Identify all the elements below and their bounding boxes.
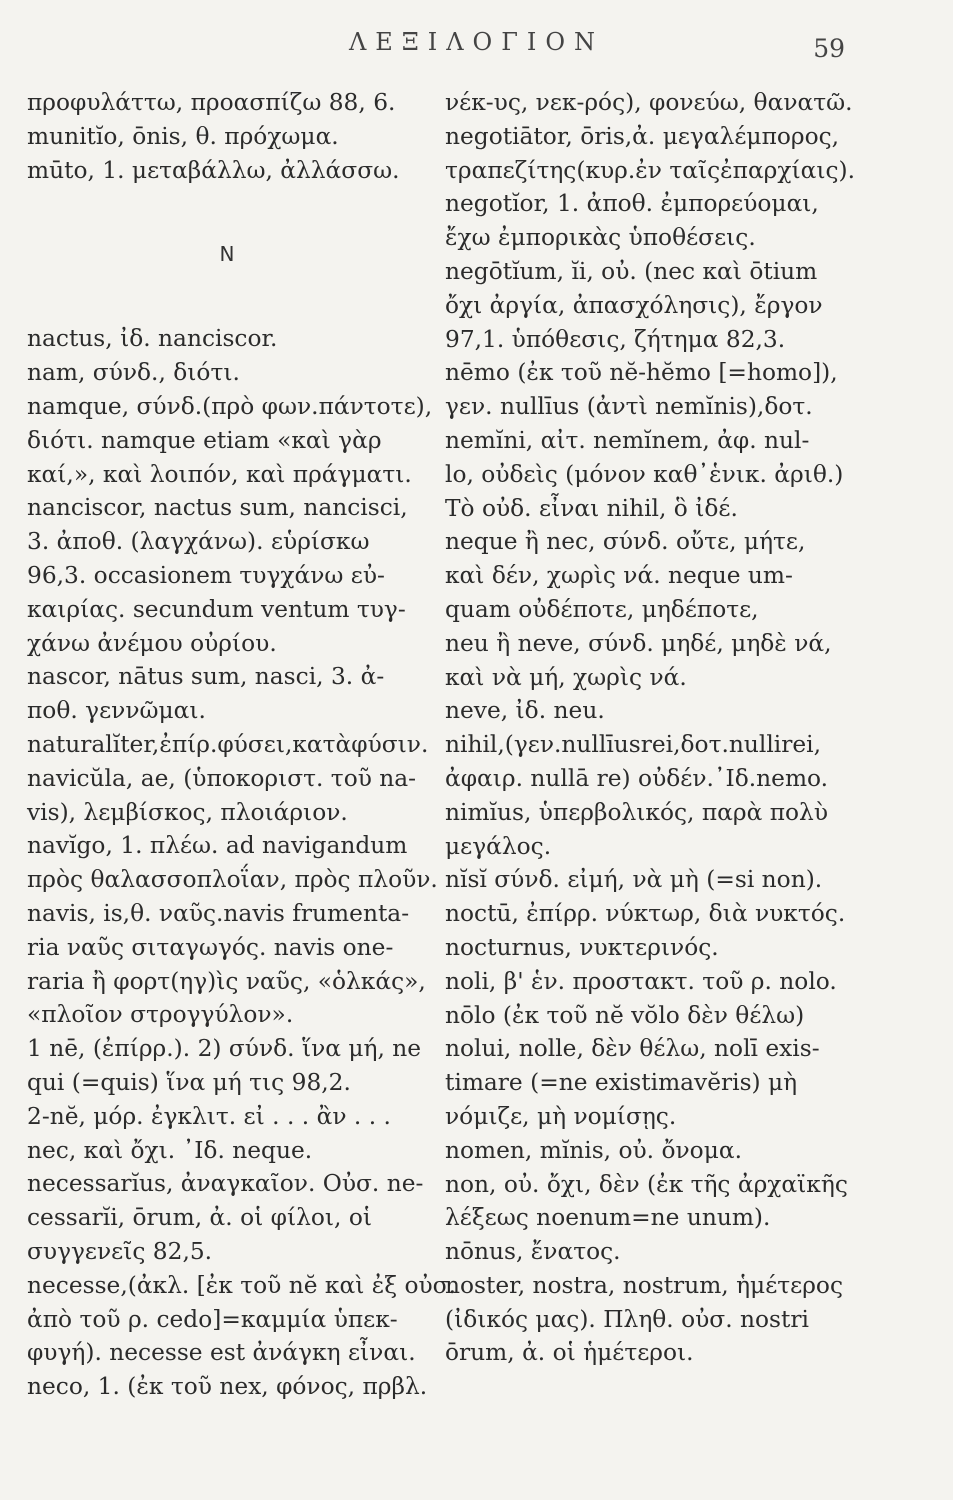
entry-line: καὶ δέν, χωρὶς νά. neque um- xyxy=(445,562,793,590)
entry-line: negotĭor, 1. ἀποθ. ἐμπορεύομαι, xyxy=(445,190,819,218)
entry-line: ōrum, ἀ. οἱ ἡμέτεροι. xyxy=(445,1339,694,1367)
entry-line: navis, is,θ. ναῦς.navis frumenta- xyxy=(27,899,410,927)
entry-line: nanciscor, nactus sum, nancisci, xyxy=(27,494,408,522)
entry-line: nihil,(γεν.nullīusrei,δοτ.nullirei, xyxy=(445,731,822,759)
entry-line: nēmo (ἐκ τοῦ nĕ-hĕmo [=homo]), xyxy=(445,359,838,387)
entry-line: navĭgo, 1. πλέω. ad navigandum xyxy=(27,832,408,860)
page-number: 59 xyxy=(813,34,845,63)
entry-line: λέξεως noenum=ne unum). xyxy=(445,1204,771,1232)
entry-line: χάνω ἀνέμου οὐρίου. xyxy=(27,629,277,657)
entry-line: necesse,(ἀκλ. [ἐκ τοῦ nĕ καὶ ἐξ οὐσ. xyxy=(27,1271,456,1299)
entry-line: munitĭo, ōnis, θ. πρόχωμα. xyxy=(27,122,339,150)
running-head: ΛΕΞΙΛΟΓΙΟΝ xyxy=(348,28,605,56)
entry-line: necessarĭus, ἀναγκαῖον. Οὐσ. ne- xyxy=(27,1170,424,1198)
entry-line: τραπεζίτης(κυρ.ἐν ταῖςἐπαρχίαις). xyxy=(445,156,856,184)
entry-line: ὄχι ἀργία, ἀπασχόλησις), ἔργον xyxy=(445,291,823,319)
entry-line: καὶ νὰ μή, χωρὶς νά. xyxy=(445,663,687,691)
entry-line: ἀπὸ τοῦ ρ. cedo]=καμμία ὑπεκ- xyxy=(27,1305,398,1333)
entry-line: negotiātor, ōris,ἀ. μεγαλέμπορος, xyxy=(445,122,840,150)
entry-line: negōtĭum, ĭi, οὐ. (nec καὶ ōtium xyxy=(445,257,818,285)
entry-line: nascor, nātus sum, nasci, 3. ἀ- xyxy=(27,663,385,691)
entry-line: 97,1. ὑπόθεσις, ζήτημα 82,3. xyxy=(445,325,786,353)
entry-line: ἔχω ἐμπορικὰς ὑποθέσεις. xyxy=(445,224,756,252)
entry-line: nomen, mĭnis, οὐ. ὄνομα. xyxy=(445,1136,742,1164)
entry-line: nōlo (ἐκ τοῦ nĕ vŏlo δὲν θέλω) xyxy=(445,1001,805,1029)
entry-line: 96,3. occasionem τυγχάνω εὐ- xyxy=(27,561,385,589)
entry-line: naturalĭter,ἐπίρ.φύσει,κατὰφύσιν. xyxy=(27,730,429,758)
entry-line: neve, ἰδ. neu. xyxy=(445,697,605,725)
entry-line: neque ἢ nec, σύνδ. οὔτε, μήτε, xyxy=(445,528,806,556)
section-letter: N xyxy=(219,242,235,267)
entry-line: nōnus, ἔνατος. xyxy=(445,1238,621,1266)
entry-line: neu ἢ neve, σύνδ. μηδέ, μηδὲ νά, xyxy=(445,629,832,657)
entry-line: mūto, 1. μεταβάλλω, ἀλλάσσω. xyxy=(27,156,400,184)
entry-line: navicŭla, ae, (ὑποκοριστ. τοῦ na- xyxy=(27,764,417,792)
entry-line: nocturnus, νυκτερινός. xyxy=(445,933,719,961)
entry-line: nec, καὶ ὄχι. ᾿Ιδ. neque. xyxy=(27,1136,313,1164)
entry-line: timare (=ne existimavĕris) μὴ xyxy=(445,1069,798,1097)
right-column xyxy=(445,86,856,1370)
entry-line: καί,», καὶ λοιπόν, καὶ πράγματι. xyxy=(27,460,412,488)
entry-line: nimĭus, ὑπερβολικός, παρὰ πολὺ xyxy=(445,798,828,826)
entry-line: namque, σύνδ.(πρὸ φων.πάντοτε), xyxy=(27,392,433,420)
entry-line: νέκ-υς, νεκ-ρός), φονεύω, θανατῶ. xyxy=(445,89,853,116)
entry-line: lo, οὐδεὶς (μόνον καθ᾿ἑνικ. ἀριθ.) xyxy=(445,460,844,488)
entry-line: ποθ. γεννῶμαι. xyxy=(27,697,206,725)
entry-line: nolui, nolle, δὲν θέλω, nolī exis- xyxy=(445,1035,820,1063)
entry-line: vis), λεμβίσκος, πλοιάριον. xyxy=(27,798,348,826)
entry-line: nactus, ἰδ. nanciscor. xyxy=(27,325,278,353)
entry-line: (ἰδικός μας). Πληθ. οὐσ. nostri xyxy=(445,1305,809,1333)
entry-line: ἀφαιρ. nullā re) οὐδέν.᾿Ιδ.nemo. xyxy=(445,764,829,792)
entry-line: nemĭni, αἰτ. nemĭnem, ἀφ. nul- xyxy=(445,426,810,454)
entry-line: qui (=quis) ἵνα μή τις 98,2. xyxy=(27,1068,351,1096)
entry-line: neco, 1. (ἐκ τοῦ nex, φόνος, πρβλ. xyxy=(27,1373,428,1401)
entry-line: φυγή). necesse est ἀνάγκη εἶναι. xyxy=(27,1339,416,1367)
entry-line: nam, σύνδ., διότι. xyxy=(27,359,240,387)
entry-line: noli, β' ἑν. προστακτ. τοῦ ρ. nolo. xyxy=(445,967,837,995)
entry-line: Τὸ οὐδ. εἶναι nihil, ὃ ἰδέ. xyxy=(445,494,738,522)
entry-line: cessarĭi, ōrum, ἀ. οἱ φίλοι, οἱ xyxy=(27,1204,373,1232)
entry-line: προφυλάττω, προασπίζω 88, 6. xyxy=(27,89,396,116)
entry-line: μεγάλος. xyxy=(445,832,552,860)
entry-line: 1 nē, (ἐπίρρ.). 2) σύνδ. ἵνα μή, ne xyxy=(27,1035,422,1063)
entry-line: non, οὐ. ὄχι, δὲν (ἐκ τῆς ἀρχαϊκῆς xyxy=(445,1170,848,1198)
entry-line: nĭsĭ σύνδ. εἰμή, νὰ μὴ (=si non). xyxy=(445,866,823,894)
entry-line: 2-nĕ, μόρ. ἐγκλιτ. εἰ . . . ἂν . . . xyxy=(27,1102,391,1130)
entry-line: γεν. nullīus (ἀντὶ nemĭnis),δοτ. xyxy=(445,393,813,421)
entry-line: «πλοῖον στρογγύλον». xyxy=(27,1001,294,1029)
entry-line: διότι. namque etiam «καὶ γὰρ xyxy=(27,426,382,454)
entry-line: πρὸς θαλασσοπλοΐαν, πρὸς πλοῦν. xyxy=(27,866,438,894)
left-column xyxy=(27,86,456,1404)
entry-line: νόμιζε, μὴ νομίσῃς. xyxy=(445,1102,677,1130)
entry-line: noctū, ἐπίρρ. νύκτωρ, διὰ νυκτός. xyxy=(445,900,846,928)
entry-line: 3. ἀποθ. (λαγχάνω). εὑρίσκω xyxy=(27,528,370,556)
entry-line: καιρίας. secundum ventum τυγ- xyxy=(27,595,406,623)
entry-line: noster, nostra, nostrum, ἡμέτερος xyxy=(445,1271,843,1299)
entry-line: raria ἢ φορτ(ηγ)ὶς ναῦς, «ὁλκάς», xyxy=(27,967,426,995)
entry-line: ria ναῦς σιταγωγός. navis one- xyxy=(27,933,394,961)
entry-line: quam οὐδέποτε, μηδέποτε, xyxy=(445,595,759,623)
entry-line: συγγενεῖς 82,5. xyxy=(27,1237,213,1265)
